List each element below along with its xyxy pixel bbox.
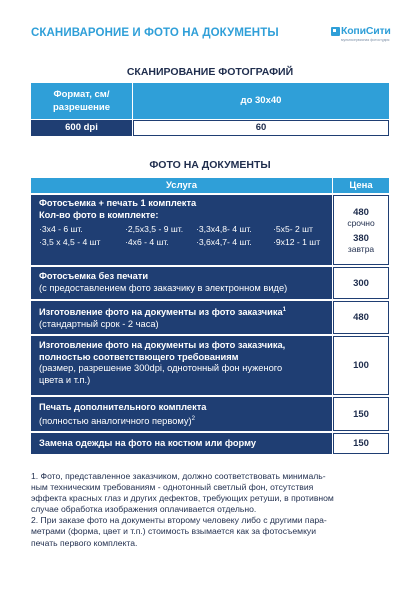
page-title: СКАНИВАРОНИЕ И ФОТО НА ДОКУМЕНТЫ [31, 27, 279, 39]
scan-size-header: до 30х40 [133, 83, 389, 119]
service-row-extra-set [31, 397, 332, 431]
service-name: Замена одежды на фото на костюм или форму [39, 438, 257, 448]
service-name-cont: полностью соответствющего требованиям [39, 351, 239, 362]
price-tomorrow: 380 [353, 232, 369, 244]
footnote-line: эффекта красных глаз и других дефектов, требующих ретуши, в противном [31, 493, 334, 504]
option-item: ·3,6х4,7- 4 шт. [196, 237, 252, 247]
service-subtitle: Кол-во фото в комплекте: [39, 209, 159, 220]
price-cell-shoot-print [333, 195, 389, 265]
option-item: ·5х5- 2 шт [273, 224, 313, 234]
service-note [39, 414, 332, 428]
price-cell-compliant-photo [333, 336, 389, 395]
logo-icon [331, 27, 340, 36]
service-row-clothes-swap [31, 433, 332, 454]
price-cell-clothes-swap [333, 433, 389, 454]
scan-resolution-cell: 600 dpi [31, 120, 132, 136]
option-item: ·3,5 х 4,5 - 4 шт [39, 237, 101, 247]
service-row-customer-photo [31, 301, 332, 334]
service-note-cont: цвета и т.п.) [39, 374, 91, 385]
price-cell-extra-set [333, 397, 389, 431]
photo-count-options [39, 224, 332, 252]
logo-tagline: мультисервисная фотостудия [341, 38, 390, 42]
option-item: ·3,3х4,8- 4 шт. [196, 224, 252, 234]
option-item: ·3х4 - 6 шт. [39, 224, 83, 234]
footnote-line: 2. При заказе фото на документы второму человеку либо с другими пара- [31, 515, 327, 526]
service-column-header: Услуга [31, 178, 332, 193]
footnote-line: 1. Фото, представленное заказчиком, должно соответствовать минималь- [31, 471, 326, 481]
price-urgent: 480 [353, 206, 369, 218]
footnote-marker: 1 [282, 307, 287, 313]
option-item: ·2,5х3,5 - 9 шт. [125, 224, 184, 234]
footnote-marker: 2 [191, 415, 195, 422]
service-row-compliant-photo [31, 336, 332, 395]
logo-name: КопиСити [341, 25, 391, 37]
docs-section-title: ФОТО НА ДОКУМЕНТЫ [149, 159, 271, 171]
service-name: Фотосъемка + печать 1 комплекта [39, 198, 197, 208]
price-tomorrow-note: завтра [347, 243, 375, 254]
footnote-line: метрами (форма, цвет и т.п.) стоимость взымается как за фотосъемкуи [31, 526, 317, 537]
price-column-header: Цена [333, 178, 389, 193]
price-value: 150 [353, 438, 369, 449]
price-cell-customer-photo [333, 301, 389, 334]
service-note-text: (полностью аналогичного первому) [39, 415, 192, 426]
service-note: (с предоставлением фото заказчику в электронном виде) [39, 282, 288, 293]
scan-format-header-line1: Формат, см/ [53, 89, 110, 100]
service-note: (размер, разрешение 300dpi, однотонный фон нуженого [39, 363, 283, 373]
price-value: 100 [353, 360, 369, 371]
service-name [39, 305, 332, 319]
scan-format-header-line2: разрешение [52, 102, 111, 113]
brand-logo [331, 25, 391, 45]
footnote-line: печать первого комплекта. [31, 537, 138, 548]
service-name: Фотосъемка без печати [39, 271, 149, 281]
option-item: ·9х12 - 1 шт [273, 237, 321, 247]
footnotes [31, 471, 393, 549]
price-urgent-note: срочно [347, 217, 375, 228]
footnote-line: ным техническим требованиям - однотонный светлый фон, отсутствия [31, 482, 314, 493]
scan-section-title: СКАНИРОВАНИЕ ФОТОГРАФИЙ [126, 66, 294, 78]
scan-price-cell: 60 [133, 120, 389, 136]
price-value: 480 [353, 312, 369, 323]
option-item: ·4х6 - 4 шт. [125, 237, 169, 247]
footnote-line: случае обработка изображения оплачивается отдельно. [31, 504, 257, 515]
service-row-shoot-print [31, 195, 332, 265]
price-value: 300 [353, 277, 369, 289]
price-value: 150 [353, 408, 369, 420]
service-name-text: Изготовление фото на документы из фото заказчика [39, 307, 283, 318]
service-name: Печать дополнительного комплекта [39, 402, 207, 412]
scan-format-header [31, 83, 132, 119]
service-note: (стандартный срок - 2 часа) [39, 318, 159, 329]
service-row-shoot-only [31, 267, 332, 299]
service-name: Изготовление фото на документы из фото заказчика, [39, 340, 286, 350]
price-cell-shoot-only [333, 267, 389, 299]
